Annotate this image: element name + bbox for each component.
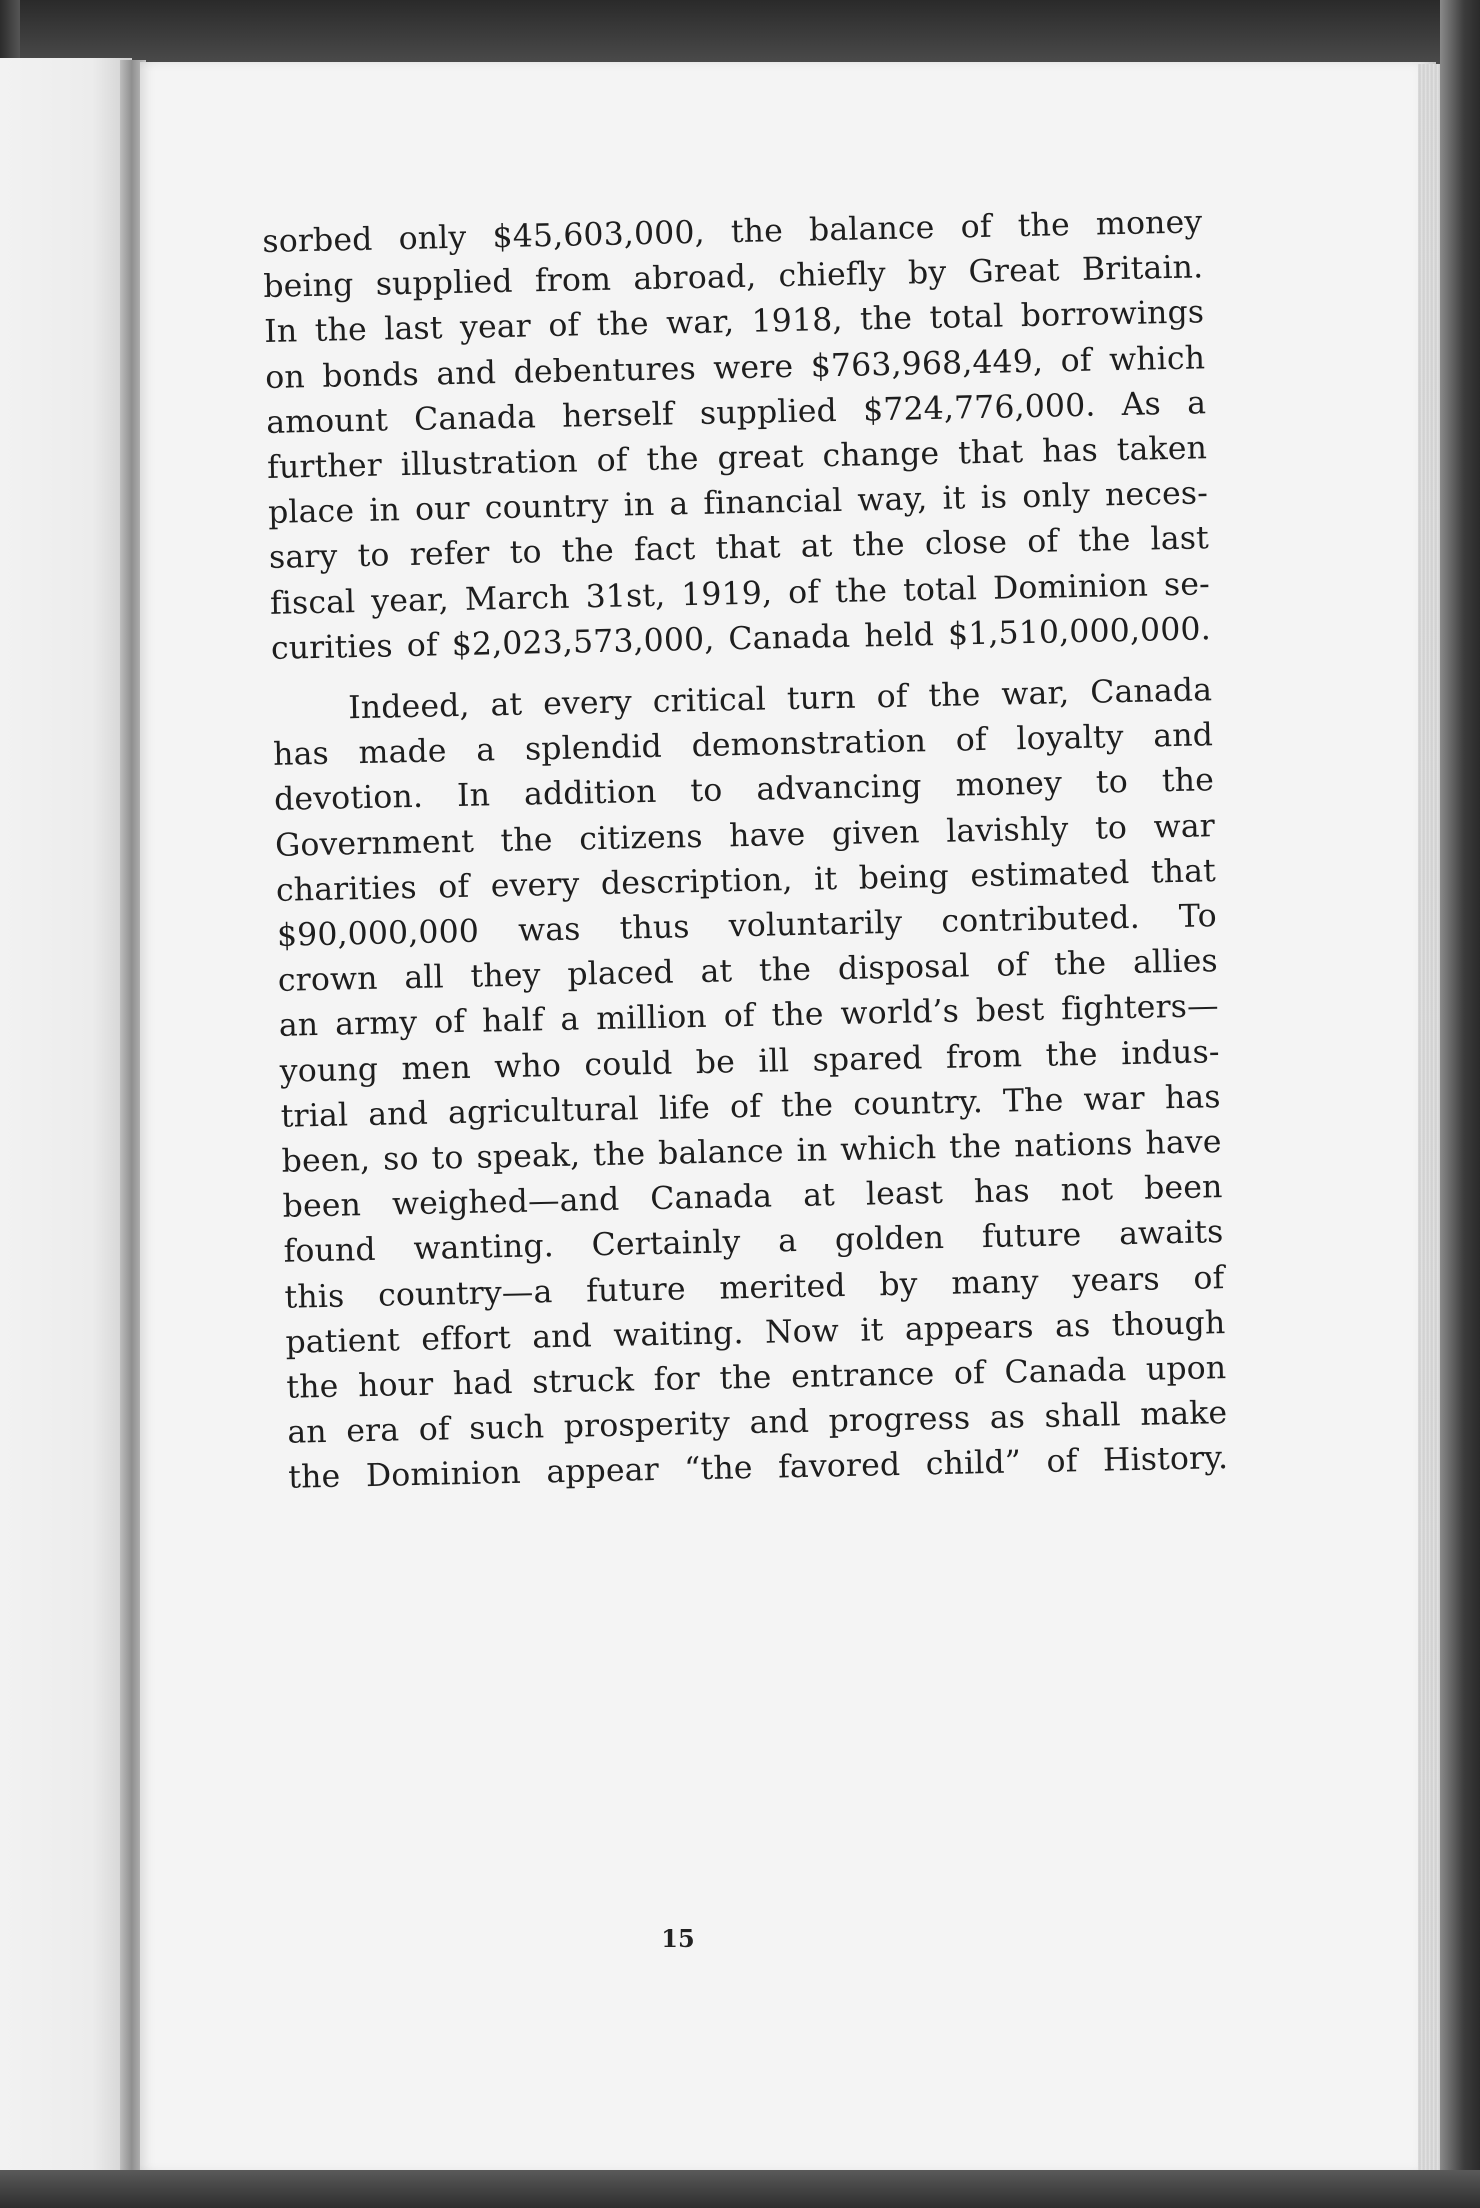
- text-line: the hour had struck for the entrance of Canada upon: [286, 1350, 1227, 1406]
- text-line: found wanting. Certainly a golden future awaits: [283, 1214, 1224, 1271]
- text-line: further illustration of the great change that has taken: [266, 430, 1208, 486]
- text-line: Indeed, at every critical turn of the war, Canada: [347, 672, 1213, 727]
- page-number: 15: [661, 1924, 695, 1953]
- paragraph-1: [262, 200, 1211, 672]
- text-line: trial and agricultural life of the country. The war has: [280, 1078, 1221, 1135]
- text-line: on bonds and debentures were $763,968,449, of which: [264, 339, 1206, 396]
- text-line: has made a splendid demonstration of loyalty and: [272, 717, 1214, 774]
- scan-background-right: [1440, 0, 1480, 2208]
- text-line: an army of half a million of the world’s best fighters—: [278, 988, 1220, 1045]
- text-line: In the last year of the war, 1918, the total borrowings: [263, 294, 1205, 351]
- text-line: charities of every description, it being estimated that: [275, 853, 1217, 909]
- text-line: devotion. In addition to advancing money to the: [273, 762, 1215, 819]
- text-line: $90,000,000 was thus voluntarily contributed. To: [276, 898, 1218, 954]
- text-line: being supplied from abroad, chiefly by Great Britain.: [263, 249, 1204, 306]
- text-line: young men who could be ill spared from the indus-: [279, 1033, 1221, 1090]
- facing-page-edge: [0, 58, 132, 2178]
- text-line: place in our country in a financial way, it is only neces-: [267, 475, 1209, 532]
- text-line: sorbed only $45,603,000, the balance of the money: [262, 204, 1203, 260]
- page-stack-edge: [1418, 64, 1440, 2172]
- text-line: the Dominion appear “the favored child” of History.: [287, 1440, 1229, 1497]
- paragraph-2: [272, 668, 1229, 1501]
- text-line: crown all they placed at the disposal of the allies: [277, 943, 1219, 1000]
- text-line: amount Canada herself supplied $724,776,000. As a: [265, 385, 1207, 441]
- text-line: this country—a future merited by many years of: [284, 1259, 1225, 1316]
- text-line: sary to refer to the fact that at the close of the last: [268, 520, 1210, 577]
- scan-background-bottom: [0, 2170, 1480, 2208]
- text-line: patient effort and waiting. Now it appears as though: [285, 1304, 1226, 1361]
- text-line: been weighed—and Canada at least has not been: [282, 1169, 1223, 1226]
- text-line: fiscal year, March 31st, 1919, of the total Dominion se-: [269, 565, 1211, 622]
- text-line: been, so to speak, the balance in which the nations have: [281, 1124, 1222, 1180]
- body-text: [262, 200, 1229, 1501]
- text-line: an era of such prosperity and progress as shall make: [287, 1395, 1228, 1452]
- text-line: Government the citizens have given lavishly to war: [274, 807, 1216, 864]
- text-line: curities of $2,023,573,000, Canada held $1,510,000,000.: [270, 611, 1212, 667]
